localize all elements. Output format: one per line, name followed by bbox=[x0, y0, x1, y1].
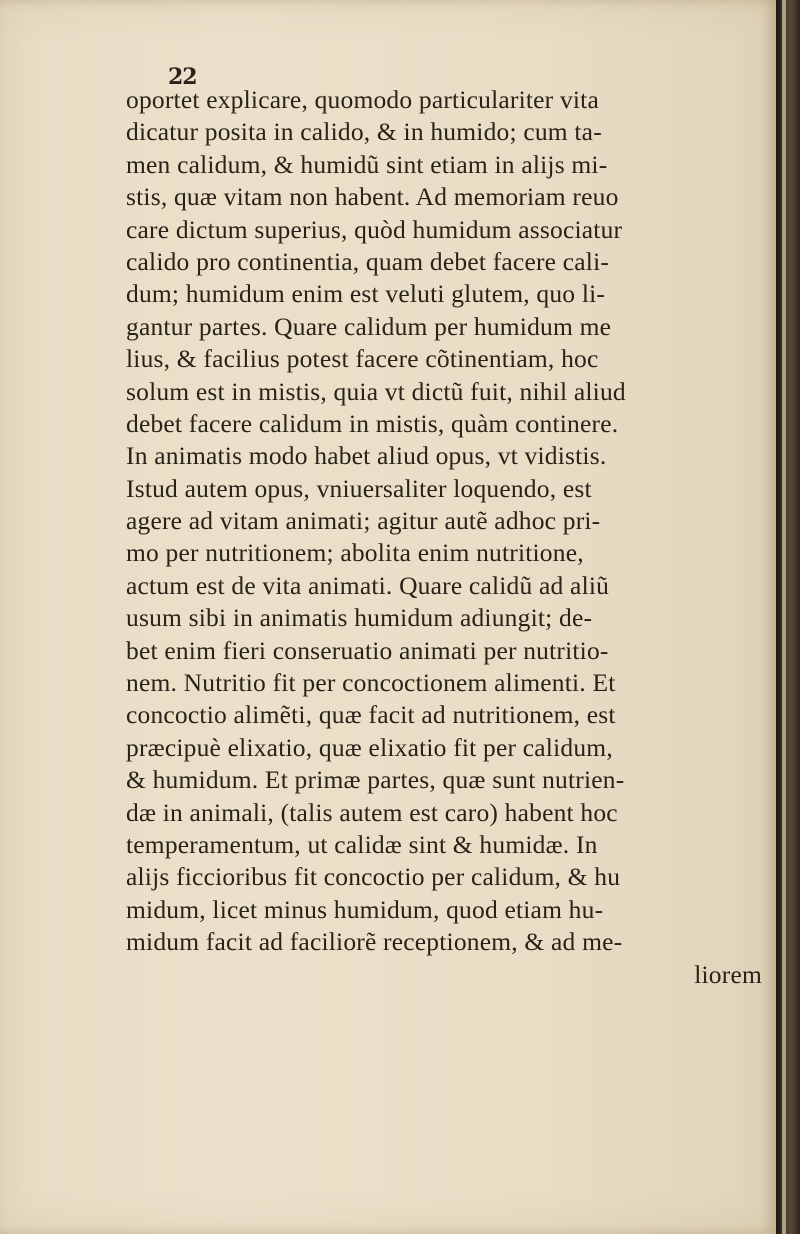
text-line: usum sibi in animatis humidum adiungit; de- bbox=[126, 603, 593, 633]
text-line: Istud autem opus, vniuersaliter loquendo, est bbox=[126, 473, 592, 503]
text-line: alijs ficcioribus fit concoctio per calidum, & hu bbox=[126, 862, 621, 892]
text-line: midum, licet minus humidum, quod etiam hu- bbox=[126, 894, 604, 924]
text-line: solum est in mistis, quia vt dictũ fuit, nihil aliud bbox=[126, 376, 626, 406]
text-line: agere ad vitam animati; agitur autẽ adhoc pri- bbox=[126, 506, 601, 536]
text-line: midum facit ad faciliorẽ receptionem, & ad me- bbox=[126, 927, 623, 957]
body-text bbox=[126, 84, 776, 991]
text-line: care dictum superius, quòd humidum associatur bbox=[126, 214, 623, 244]
text-line: oportet explicare, quomodo particulariter vita bbox=[126, 85, 599, 114]
page-number: 22 bbox=[168, 64, 197, 90]
text-line: calido pro continentia, quam debet facere cali- bbox=[126, 246, 610, 276]
text-line: stis, quæ vitam non habent. Ad memoriam reuo bbox=[126, 182, 619, 212]
text-line: nem. Nutritio fit per concoctionem alimenti. Et bbox=[126, 668, 616, 698]
text-line: mo per nutritionem; abolita enim nutritione, bbox=[126, 538, 584, 568]
text-line: gantur partes. Quare calidum per humidum me bbox=[126, 311, 612, 341]
book-binding-edge bbox=[776, 0, 800, 1234]
text-line: lius, & facilius potest facere cõtinentiam, hoc bbox=[126, 344, 599, 374]
text-line: & humidum. Et primæ partes, quæ sunt nutrien- bbox=[126, 765, 625, 795]
text-line: concoctio alimẽti, quæ facit ad nutritionem, est bbox=[126, 700, 616, 730]
text-line: dum; humidum enim est veluti glutem, quo li- bbox=[126, 279, 606, 309]
text-line: bet enim fieri conseruatio animati per nutritio- bbox=[126, 635, 609, 665]
text-line: debet facere calidum in mistis, quàm continere. bbox=[126, 408, 619, 438]
text-line: In animatis modo habet aliud opus, vt vidistis. bbox=[126, 441, 607, 471]
catchword: liorem bbox=[694, 959, 762, 989]
text-line: dæ in animali, (talis autem est caro) habent hoc bbox=[126, 797, 618, 827]
text-line: actum est de vita animati. Quare calidũ ad aliũ bbox=[126, 570, 610, 600]
text-line: men calidum, & humidũ sint etiam in alijs mi- bbox=[126, 149, 608, 179]
text-line: temperamentum, ut calidæ sint & humidæ. In bbox=[126, 829, 598, 859]
text-line: præcipuè elixatio, quæ elixatio fit per calidum, bbox=[126, 732, 613, 762]
text-line: dicatur posita in calido, & in humido; cum ta- bbox=[126, 117, 602, 147]
